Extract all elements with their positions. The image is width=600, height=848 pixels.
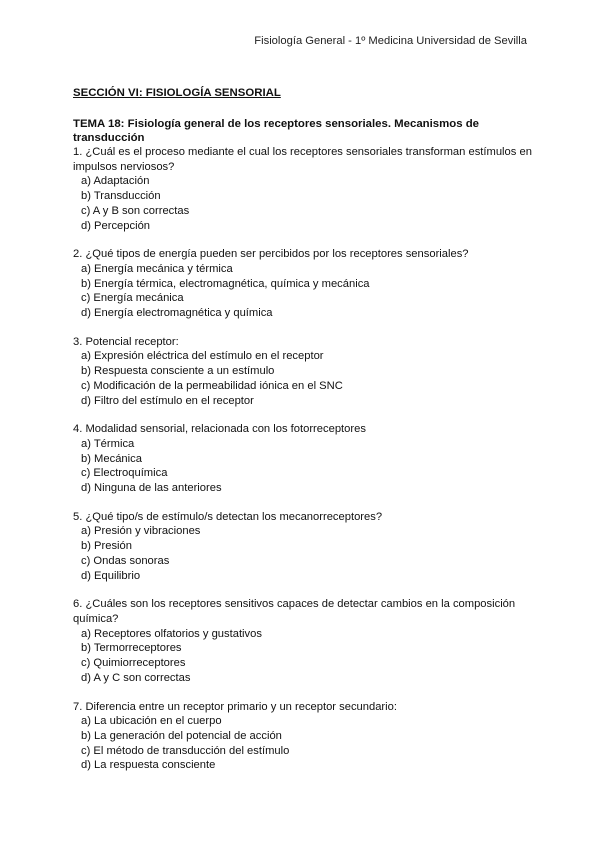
answer-option: b) La generación del potencial de acción (81, 729, 282, 742)
answer-options (73, 524, 533, 583)
section-title: SECCIÓN VI: FISIOLOGÍA SENSORIAL (73, 87, 281, 99)
answer-option: b) Respuesta consciente a un estímulo (81, 365, 275, 378)
question-text: 6. ¿Cuáles son los receptores sensitivos capaces de detectar cambios en la composición química? (73, 598, 516, 625)
question-2 (73, 247, 533, 321)
answer-option: a) Expresión eléctrica del estímulo en el receptor (81, 350, 324, 363)
answer-option: c) Quimiorreceptores (81, 657, 186, 670)
question-text: 1. ¿Cuál es el proceso mediante el cual los receptores sensoriales transforman estímulos en impulsos nerviosos? (73, 146, 532, 173)
answer-option: a) Energía mecánica y térmica (81, 262, 233, 275)
answer-options (73, 627, 533, 686)
answer-option: c) Electroquímica (81, 467, 168, 480)
question-6 (73, 597, 533, 685)
answer-option: a) Presión y vibraciones (81, 525, 201, 538)
answer-options (73, 262, 533, 321)
answer-options (73, 437, 533, 496)
answer-option: c) A y B son correctas (81, 204, 190, 217)
question-text: 5. ¿Qué tipo/s de estímulo/s detectan los mecanorreceptores? (73, 510, 383, 523)
question-4 (73, 422, 533, 496)
question-list (73, 145, 533, 787)
question-text: 3. Potencial receptor: (73, 335, 179, 348)
question-5 (73, 510, 533, 584)
answer-option: a) Receptores olfatorios y gustativos (81, 627, 262, 640)
answer-option: d) Energía electromagnética y química (81, 307, 273, 320)
answer-options (73, 174, 533, 233)
answer-options (73, 349, 533, 408)
answer-option: c) Modificación de la permeabilidad iónica en el SNC (81, 379, 343, 392)
answer-option: b) Transducción (81, 190, 161, 203)
answer-option: a) La ubicación en el cuerpo (81, 715, 222, 728)
answer-option: d) A y C son correctas (81, 671, 191, 684)
answer-option: d) Percepción (81, 219, 151, 232)
question-7 (73, 700, 533, 774)
answer-option: d) Equilibrio (81, 569, 141, 582)
answer-option: c) Energía mecánica (81, 292, 184, 305)
answer-option: b) Energía térmica, electromagnética, química y mecánica (81, 277, 370, 290)
topic-title: TEMA 18: Fisiología general de los receptores sensoriales. Mecanismos de transducción (73, 118, 479, 144)
question-1 (73, 145, 533, 233)
answer-option: c) Ondas sonoras (81, 554, 170, 567)
answer-option: b) Termorreceptores (81, 642, 182, 655)
question-text: 4. Modalidad sensorial, relacionada con los fotorreceptores (73, 423, 366, 436)
page-header: Fisiología General - 1º Medicina Universidad de Sevilla (254, 35, 527, 47)
answer-option: d) Filtro del estímulo en el receptor (81, 394, 254, 407)
answer-option: d) La respuesta consciente (81, 759, 216, 772)
answer-option: a) Térmica (81, 437, 135, 450)
answer-option: b) Mecánica (81, 452, 142, 465)
answer-option: c) El método de transducción del estímulo (81, 744, 290, 757)
answer-option: b) Presión (81, 540, 132, 553)
question-text: 7. Diferencia entre un receptor primario y un receptor secundario: (73, 700, 397, 713)
answer-options (73, 714, 533, 773)
answer-option: a) Adaptación (81, 175, 150, 188)
question-text: 2. ¿Qué tipos de energía pueden ser percibidos por los receptores sensoriales? (73, 248, 469, 261)
answer-option: d) Ninguna de las anteriores (81, 482, 222, 495)
question-3 (73, 335, 533, 409)
